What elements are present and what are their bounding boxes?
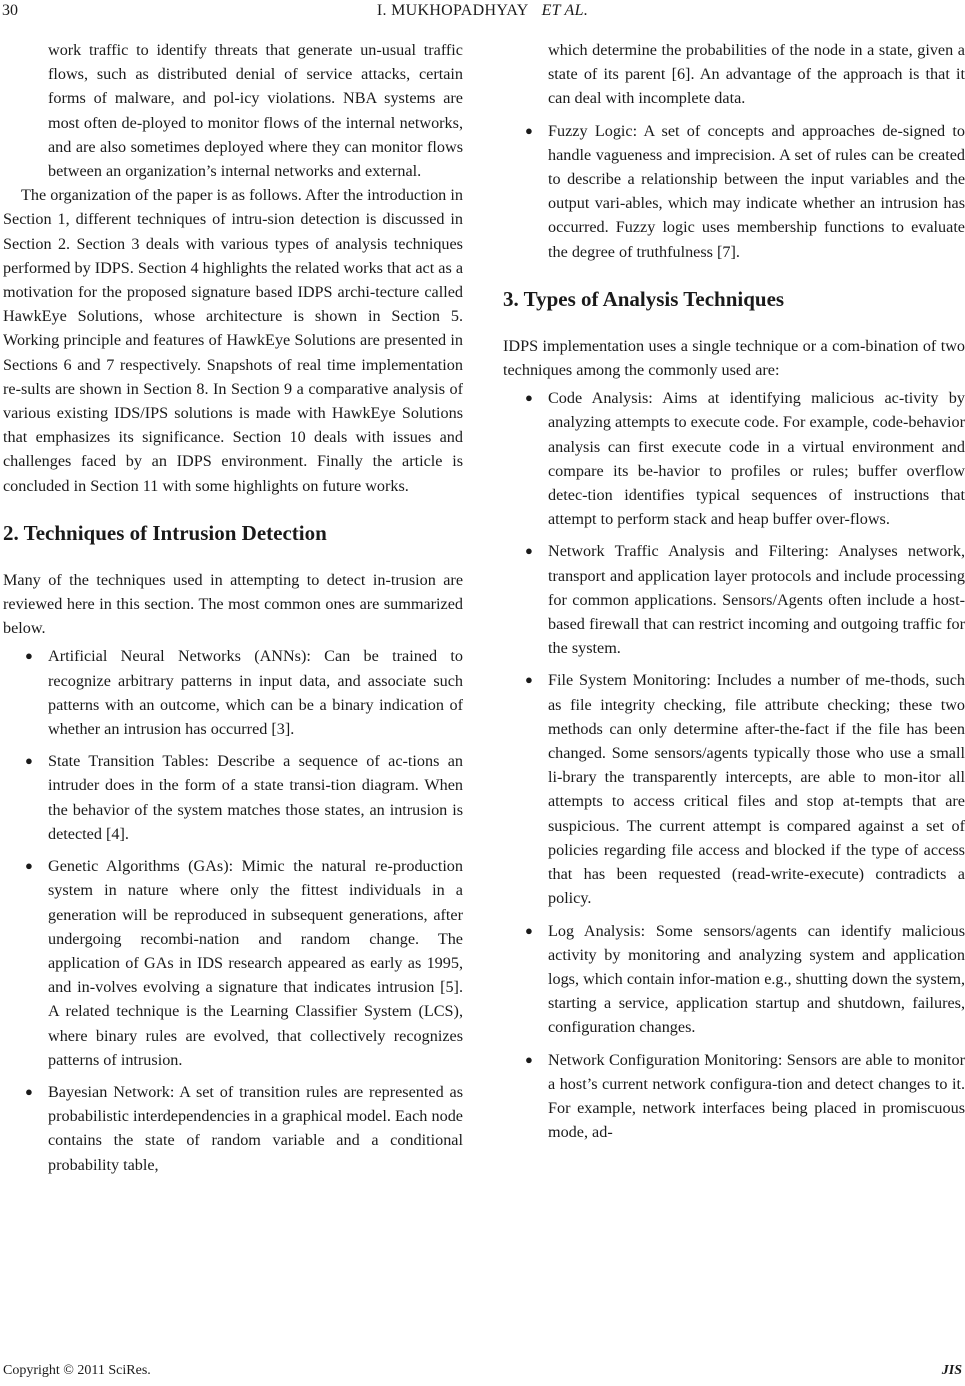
paper-organization-paragraph: The organization of the paper is as follows. After the introduction in Section 1, different techniques of intru-sion detection is discussed in Section 2. Section 3 deals with various types of analysis techniques performed by IDPS. Section 4 highlights the related works that act as a motivation for the proposed signature based IDPS archi-tecture called HawkEye Solutions, whose architecture is shown in Section 5. Working principle and features of HawkEye Solutions are presented in Sections 6 and 7 respectively. Snapshots of real time implementation re-sults are shown in Section 8. In Section 9 a comparative analysis of various existing IDS/IPS solutions is made with HawkEye Solutions that emphasizes its significance. Section 10 deals with issues and challenges faced by an IDPS environment. Finally the article is concluded in Section 11 with some highlights on future works. <box>3 186 463 495</box>
list-item <box>503 539 965 660</box>
bullet-icon: ● <box>25 648 33 664</box>
bullet-icon: ● <box>525 122 533 138</box>
list-item-text: Bayesian Network: A set of transition rules are represented as probabilistic interdependencies in a graphical model. Each node contains the state of random variable and a conditional probability table, <box>48 1082 463 1174</box>
list-item <box>3 854 463 1072</box>
list-item-text: Network Traffic Analysis and Filtering: Analyses network, transport and application layer protocols and include processing for common applications. Sensors/Agents often include a host-based firewall that can restrict incoming and outgoing traffic for the system. <box>548 542 965 658</box>
page-number: 30 <box>2 2 18 19</box>
fuzzy-list <box>503 119 965 264</box>
list-item-text: Code Analysis: Aims at identifying malicious ac-tivity by analyzing attempts to execute code. For example, code-behavior analysis can first execute code in a virtual environment and compare its be-havior to profiles or rules; buffer overflow detec-tion identifies typical sequences of instructions that attempt to perform stack and heap buffer over-flows. <box>548 389 965 529</box>
section-2-heading: 2. Techniques of Intrusion Detection <box>3 520 327 545</box>
bullet-icon: ● <box>25 753 33 769</box>
list-item <box>3 749 463 846</box>
section-3-heading: 3. Types of Analysis Techniques <box>503 286 785 311</box>
bullet-icon: ● <box>525 390 533 406</box>
continued-bullet-text: which determine the probabilities of the node in a state, given a state of its parent [6]. An advantage of the approach is that it can deal with incomplete data. <box>548 41 965 108</box>
list-item-text: Fuzzy Logic: A set of concepts and approaches de-signed to handle vagueness and imprecision. A set of rules can be created to describe a relationship between the input variables and the output vari-ables, which may indicate whether an intrusion has occurred. Fuzzy logic uses membership functions to evaluate the degree of truthfulness [7]. <box>548 121 965 261</box>
list-item <box>503 1048 965 1145</box>
list-item-text: Log Analysis: Some sensors/agents can identify malicious activity by monitoring and analyzing system and application logs, which contain infor-mation e.g., shutting down the system, starting a service, application startup and shutdown, failures, configuration changes. <box>548 921 965 1037</box>
journal-abbreviation: JIS <box>941 1363 962 1378</box>
list-item <box>503 386 965 531</box>
list-item <box>3 644 463 741</box>
techniques-list <box>3 644 463 1176</box>
list-item <box>503 119 965 264</box>
list-item-text: Artificial Neural Networks (ANNs): Can be trained to recognize arbitrary patterns in input data, and associate such patterns with an outcome, which can be a binary indication of whether an intrusion has occurred [3]. <box>48 647 463 739</box>
analysis-techniques-list <box>503 386 965 1144</box>
list-item-text: Genetic Algorithms (GAs): Mimic the natural re-production system in nature where only the fittest individuals in a generation will be reproduced in subsequent generations, after undergoing recombi-nation and random change. The application of GAs in IDS research appeared as early as 1995, and in-volves evolving a signature that indicates intrusion [5]. A related technique is the Learning Classifier System (LCS), where binary rules are evolved, that collectively recognizes patterns of intrusion. <box>48 857 463 1069</box>
bullet-icon: ● <box>25 858 33 874</box>
section-3-intro: IDPS implementation uses a single technique or a com-bination of two techniques among the commonly used are: <box>503 336 965 380</box>
running-head-authors: I. MUKHOPADHYAY <box>376 2 529 19</box>
copyright-notice: Copyright © 2011 SciRes. <box>3 1363 151 1378</box>
running-head <box>0 2 965 20</box>
page-header <box>0 0 965 26</box>
bullet-icon: ● <box>525 543 533 559</box>
section-2-intro: Many of the techniques used in attempting to detect in-trusion are reviewed here in this section. The most common ones are summarized below. <box>3 570 463 638</box>
list-item-text: Network Configuration Monitoring: Sensors are able to monitor a host’s current network configura-tion and detect changes to it. For example, network interfaces being placed in promiscuous mode, ad- <box>548 1050 965 1142</box>
right-column <box>503 38 965 1152</box>
bullet-icon: ● <box>25 1083 33 1099</box>
list-item-text: File System Monitoring: Includes a number of me-thods, such as file integrity checking, file attribute checking; these two methods can only determine after-the-fact if the file has been changed. Some sensors/agents typically those who use a small li-brary the transparently intercepts, are able to mon-itor all attempts to access critical files and stop at-tempts that are suspicious. The current attempt is compared against a set of policies regarding file access and blocked if the type of access that has been requested (read-write-execute) contradicts a policy. <box>548 671 965 908</box>
running-head-et-al: ET AL. <box>541 2 589 19</box>
list-item <box>503 668 965 910</box>
bullet-icon: ● <box>525 922 533 938</box>
bullet-icon: ● <box>525 672 533 688</box>
list-item <box>3 1080 463 1177</box>
continued-bullet-text: work traffic to identify threats that generate un-usual traffic flows, such as distributed denial of service attacks, certain forms of malware, and pol-icy violations. NBA systems are most often de-ployed to monitor flows of the internal networks, and are also sometimes deployed where they can monitor flows between an organization’s internal networks and external. <box>48 41 463 181</box>
list-item <box>503 919 965 1040</box>
left-column <box>3 38 463 1185</box>
bullet-icon: ● <box>525 1051 533 1067</box>
list-item-text: State Transition Tables: Describe a sequence of ac-tions an intruder does in the form of a state transi-tion diagram. When the behavior of the system matches those states, an intrusion is detected [4]. <box>48 752 463 843</box>
